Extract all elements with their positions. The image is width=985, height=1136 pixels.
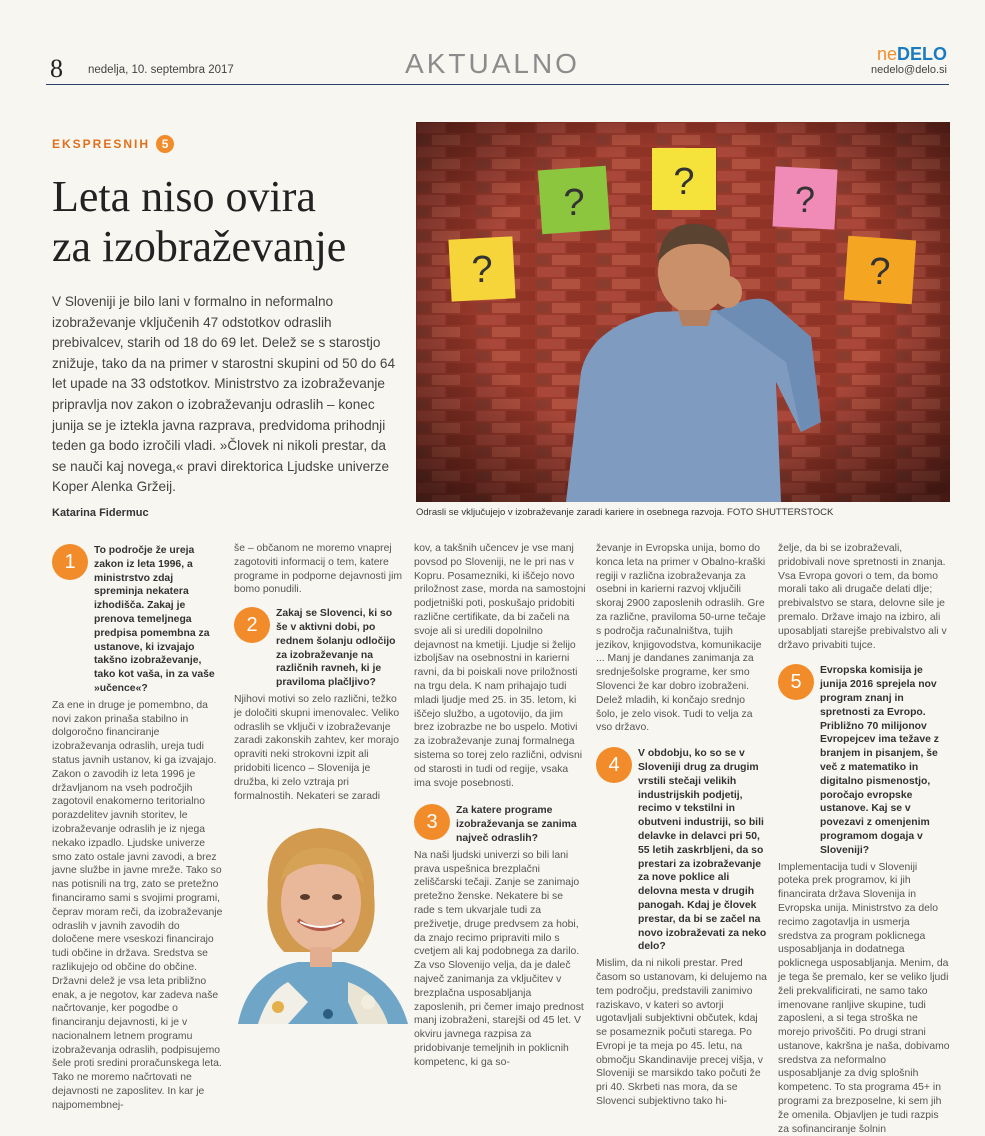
column-5 [778, 542, 950, 1136]
question-2 [234, 607, 406, 690]
sticky-note-4 [772, 166, 837, 229]
column-2 [234, 542, 406, 817]
question-3-text: Za katere programe izobraževanja se zanima največ odraslih? [456, 805, 577, 844]
question-number-3: 3 [414, 804, 450, 840]
logo-prefix: ne [876, 44, 897, 64]
question-1 [52, 544, 224, 696]
main-photo [416, 122, 950, 502]
answer-4-text: Mislim, da ni nikoli prestar. Pred časom so ustanovam, ki delujemo na tem področju, predstavili zanimivo raziskavo, v kateri so avtorji ugotavljali subjektivni občutek, kdaj se posameznik počuti starega. Po Evropi je ta meja po 45. letu, na območju Skandinavije precej višja, v Sloveniji se marsikdo tako počuti že pri 40. Skrbeti nas mora, da se Slovenci subjektivno tako hi- [596, 958, 767, 1108]
question-3 [414, 804, 586, 845]
note-mark-5: ? [869, 251, 891, 293]
newspaper-logo [877, 44, 947, 65]
issue-date: nedelja, 10. septembra 2017 [88, 64, 234, 76]
page-number: 8 [50, 54, 63, 83]
note-mark-1: ? [471, 249, 493, 291]
kicker [52, 135, 174, 153]
sticky-note-3 [652, 148, 716, 210]
question-1-text: To področje že ureja zakon iz leta 1996, a ministrstvo zdaj spreminja nekatera izhodišča. Zakaj je prenova temeljnega predpisa pomembna za ustanove, ki izvajajo takšno izobraževanje, tako kot vaša, in za vaše »učence«? [94, 545, 215, 694]
question-number-4: 4 [596, 747, 632, 783]
lede: V Sloveniji je bilo lani v formalno in neformalno izobraževanje vključenih 47 odstotkov odraslih prebivalcev, starih od 18 do 69 let. Delež se s starostjo znižuje, tako da na primer v starostni skupini od 50 do 64 let upade na 33 odstotkov. Ministrstvo za izobraževanje pripravlja nov zakon o izobraževanju odraslih – konec junija se je iztekla javna razprava, predvidoma prihodnji teden ga bodo izročili vladi. »Človek ni nikoli prestar, da se nauči kaj novega,« pravi direktorica Ljudske univerze Koper Alenka Gržeij. [52, 294, 396, 495]
question-number-5: 5 [778, 664, 814, 700]
answer-1-text: Za ene in druge je pomembno, da novi zakon prinaša stabilno in dolgoročno financiranje izobraževanja odraslih, ureja tudi status javnih ustanov, ki ga izvajajo. Zakon o zavodih iz leta 1996 je državljanom na vseh področjih zagotovil enakomerno teritorialno porazdelitev javnih storitev, le izobraževanje odraslih je iz njega nekako izpadlo. Ljudske univerze smo zato ostale javni zavodi, a brez javne službe in javne mreže. Tako so nas potisnili na trg, zato se pretežno financiramo sami s svojimi programi, čeprav moram reči, da izobraževanje odraslih v javnih zavodih do določene mere vseskozi financirajo tudi občine in država. Sredstva se razlikujejo od občine do občine. Državni delež je vsa leta približno enak, a je negotov, kar zadeva naše načrtovanje, ker pogodbe o financiranju dejavnosti, ki je v nacionalnem letnem programu izobraževanja odraslih, podpisujemo šele proti sredini proračunskega leta. Tako ne moremo načrtovati ne dejavnosti ne zaposlitev. In kar je najpomembnej- [52, 699, 223, 1111]
logo-main: DELO [896, 44, 947, 64]
question-number-1: 1 [52, 544, 88, 580]
headline-line-1: Leta niso ovira [52, 172, 316, 221]
contact-email: nedelo@delo.si [871, 64, 947, 76]
kicker-number: 5 [156, 135, 174, 153]
note-mark-2: ? [563, 182, 585, 224]
column-5-continuation: želje, da bi se izobraževali, pridobivali nove spretnosti in znanja. Vsa Evropa govori o tem, da bomo morali tako ali drugače delati dlje; prebivalstvo se stara, delovne sile je premalo. Države imajo na izbiro, ali uposabljati starejše prebivalstvo ali v državo privabiti tujce. [778, 543, 947, 651]
column-4-continuation: ževanje in Evropska unija, bomo do konca leta na primer v Obalno-kraški regiji v različna izobraževanja za osebni in karierni razvoj vključili skoraj 2900 zaposlenih odraslih. Gre za različne, praviloma 50-urne tečaje s področja računalništva, tujih jezikov, knjigovodstva, komunikacije ... Manj je dandanes zanimanja za srednješolske programe, ker smo Slovenci že kar dobro izobraženi. Delež mladih, ki končajo srednjo šolo, je zelo visok. Tudi to velja za vso državo. [596, 543, 766, 734]
photo-caption: Odrasli se vključujejo v izobraževanje zaradi kariere in osebnega razvoja. FOTO SHUTTERSTOCK [416, 507, 834, 518]
note-mark-3: ? [673, 161, 695, 203]
question-4 [596, 747, 768, 954]
answer-3-text: Na naši ljudski univerzi so bili lani prava uspešnica brezplačni zeliščarski tečaji. Zanje se zanimajo pretežno ženske. Nekatere bi se rade s tem ukvarjale tudi za preživetje, druge predvsem za hobi, da znajo recimo pripraviti milo s cvetjem ali kaj podobnega za darilo. Za vso Slovenijo velja, da je daleč največ zanimanja za vključitev v brezplačna usposabljanja zaposlenih, pri čemer imajo prednost manj izobraženi, starejši od 45 let. V okviru javnega razpisa za pridobivanje temeljnih in poklicnih kompetenc, ki ga so- [414, 849, 584, 1068]
question-5-text: Evropska komisija je junija 2016 sprejela nov program znanj in spretnosti za Evropo. Približno 70 milijonov Evropejcev ima težave z branjem in pisanjem, še več z matematiko in digitalno pismenostjo, poročajo evropske ustanove. Kaj se v povezavi z omenjenim programom dogaja v Sloveniji? [820, 665, 939, 856]
column-1 [52, 542, 224, 1113]
author: Katarina Fidermuc [52, 507, 149, 519]
sticky-note-2 [538, 166, 610, 235]
portrait-photo [228, 802, 414, 1024]
question-5 [778, 664, 950, 857]
answer-2-text: Njihovi motivi so zelo različni, težko je določiti skupni imenovalec. Veliko odraslih se vključi v izobraževanje zaradi zakonskih zahtev, ker morajo opraviti neki strokovni izpit ali pridobiti licenco – Slovenija je družba, ki zelo vztraja pri formalnostih. Nekateri se zaradi [234, 693, 400, 802]
sticky-note-1 [448, 236, 515, 301]
headline-line-2: za izobraževanje [52, 222, 347, 271]
headline [52, 172, 402, 272]
column-3 [414, 542, 586, 1069]
portrait-illustration [228, 802, 414, 1024]
note-mark-4: ? [794, 179, 816, 220]
header-rule [46, 84, 949, 85]
brick-wall-illustration [416, 122, 950, 502]
column-3-continuation: kov, a takšnih učencev je vse manj povsod po Sloveniji, ne le pri nas v Kopru. Posamezniki, ki iščejo novo priložnost zase, morda na samostojni podjetniški poti, poskušajo pridobiti različne certifikate, da bi začeli na svoje ali si uredili dopolnilno dejavnost na kmetiji. Ljudje si želijo izboljšav na osebnostni in karierni ravni, da bi poiskali nove priložnosti na trgu dela. K nam prihajajo tudi mladi ljudje med 25. in 35. letom, ki iščejo službo, a ugotovijo, da jim brez izobrazbe ne bo uspelo. Motivi za izobraževanje zunaj formalnega sistema so torej zelo različni, odvisni od starosti in tudi od regije, vsaka ima svoje posebnosti. [414, 543, 586, 789]
kicker-label: EKSPRESNIH [52, 137, 151, 151]
answer-5-text: Implementacija tudi v Sloveniji poteka prek programov, ki jih financirata država Slovenija in Evropska unija. Ministrstvo za delo recimo zagotavlja in usmerja sredstva za program poklicnega usposabljanja in dodatnega poklicnega usposabljanja. Menim, da je tega še premalo, ker se veliko ljudi želi prekvalificirati, ne samo tako imenovane ranljive skupine, tudi zaposleni, a si tega stroška ne morejo privoščiti. Po drugi strani ustanove, kakršna je naša, dobivamo sredstva za neformalno usposabljanje za dvig splošnih kompetenc. To sta programa 45+ in programi za brezposelne, ki sem jih že omenila. Objavljen je tudi razpis za sofinanciranje šolnin [778, 861, 950, 1135]
question-4-text: V obdobju, ko so se v Sloveniji drug za drugim vrstili stečaji velikih industrijskih podjetij, recimo v tekstilni in obutveni industriji, so bili delavke in delavci pri 50, 55 letih zaskrbljeni, da so prestari za izobraževanje za nove poklice ali delovna mesta v drugih panogah. Kdaj je človek prestar, da bi se začel na novo izobraževati za neko delo? [638, 748, 767, 953]
column-2-continuation: še – občanom ne moremo vnaprej zagotoviti informacij o tem, katere programe in podporne dejavnosti jim bomo ponudili. [234, 543, 403, 596]
question-number-2: 2 [234, 607, 270, 643]
question-2-text: Zakaj se Slovenci, ki so še v aktivni dobi, po rednem šolanju odločijo za izobraževanje na različnih ravneh, ki je praviloma plačljivo? [276, 608, 396, 689]
sticky-note-5 [844, 236, 916, 305]
section-title: AKTUALNO [405, 48, 580, 79]
